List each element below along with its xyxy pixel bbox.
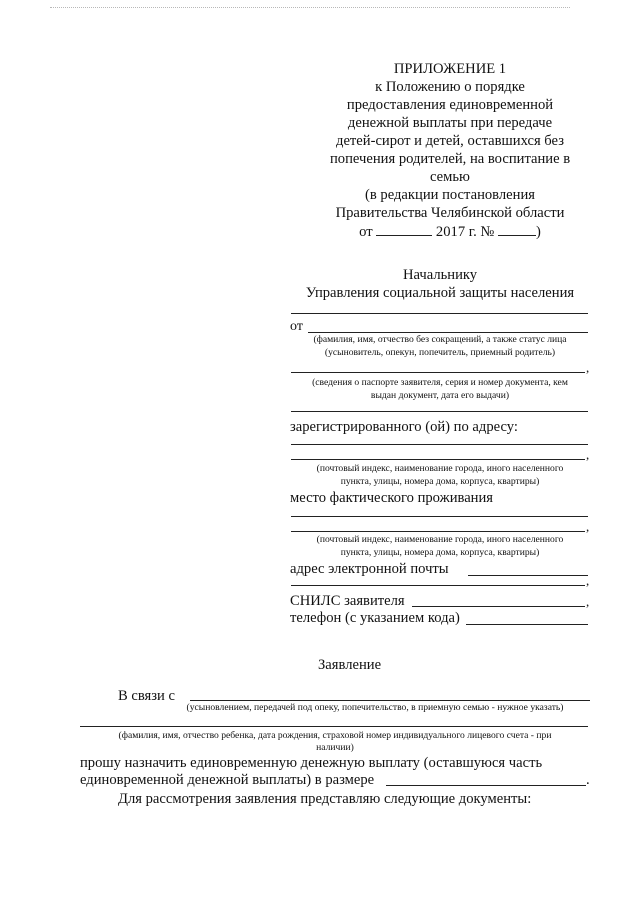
- passport-hint-2: выдан документ, дата его выдачи): [370, 390, 510, 401]
- reason-hint: (усыновлением, передачей под опеку, попечительство, в приемную семью - нужное указать): [186, 702, 564, 713]
- appendix-line: к Положению о порядке: [375, 79, 525, 95]
- appendix-title: ПРИЛОЖЕНИЕ 1: [393, 61, 507, 77]
- snils-blank-line[interactable]: [412, 606, 585, 607]
- actual-label: место фактического проживания: [290, 490, 494, 506]
- passport-blank-line[interactable]: [291, 411, 588, 412]
- registered-blank-line-2[interactable]: [291, 459, 585, 460]
- addressee-blank-line[interactable]: [291, 313, 588, 314]
- appendix-line: денежной выплаты при передаче: [347, 115, 553, 131]
- appendix-date-line: [330, 222, 570, 241]
- from-hint-1: (фамилия, имя, отчество без сокращений, а также статус лица: [313, 334, 567, 345]
- date-blank[interactable]: [376, 222, 432, 236]
- phone-blank-line[interactable]: [466, 624, 588, 625]
- request-line-1: прошу назначить единовременную денежную выплату (оставшуюся часть: [80, 755, 543, 771]
- comma: ,: [586, 447, 590, 462]
- documents-line: Для рассмотрения заявления представляю следующие документы:: [118, 791, 532, 807]
- actual-hint-1: (почтовый индекс, наименование города, иного населенного: [316, 534, 564, 545]
- child-hint-2: наличии): [316, 742, 354, 753]
- registered-blank-line-1[interactable]: [291, 444, 588, 445]
- appendix-line: попечения родителей, на воспитание в: [330, 151, 571, 167]
- addressee-line2: Управления социальной защиты населения: [305, 285, 575, 301]
- appendix-line: Правительства Челябинской области: [335, 205, 565, 221]
- email-label: адрес электронной почты: [290, 561, 449, 577]
- comma: ,: [586, 573, 590, 588]
- appendix-line: семью: [430, 169, 470, 185]
- email-blank-line[interactable]: [468, 575, 588, 576]
- appendix-block: [330, 60, 570, 241]
- address-hint-1: (почтовый индекс, наименование города, иного населенного: [316, 463, 564, 474]
- appendix-line: (в редакции постановления: [365, 187, 535, 203]
- addressee-line1: Начальнику: [402, 267, 478, 283]
- request-line-2: единовременной денежной выплаты) в размере: [80, 772, 375, 788]
- actual-blank-line-1[interactable]: [291, 516, 588, 517]
- from-hint-2: (усыновитель, опекун, попечитель, приемный родитель): [324, 347, 556, 358]
- appendix-line: предоставления единовременной: [346, 97, 554, 113]
- registered-label: зарегистрированного (ой) по адресу:: [290, 419, 518, 435]
- date-prefix: от: [359, 224, 373, 240]
- child-hint-1: (фамилия, имя, отчество ребенка, дата рождения, страховой номер индивидуального лицевого счета - при: [118, 730, 552, 741]
- comma: ,: [586, 594, 590, 609]
- address-hint-2: пункта, улицы, номера дома, корпуса, квартиры): [340, 476, 540, 487]
- actual-hint-2: пункта, улицы, номера дома, корпуса, квартиры): [340, 547, 540, 558]
- date-mid: 2017 г. №: [435, 224, 495, 240]
- amount-period: .: [586, 772, 590, 788]
- addressee-block: [290, 266, 590, 302]
- comma: ,: [586, 519, 590, 534]
- passport-hint-1: (сведения о паспорте заявителя, серия и номер документа, кем: [312, 377, 568, 388]
- phone-label: телефон (с указанием кода): [290, 610, 460, 626]
- email-blank-line-2[interactable]: [291, 585, 585, 586]
- amount-blank-line[interactable]: [386, 785, 586, 786]
- from-label: от: [290, 319, 303, 334]
- actual-blank-line-2[interactable]: [291, 531, 585, 532]
- status-blank-line[interactable]: [291, 372, 585, 373]
- scan-artifact: [50, 7, 570, 8]
- snils-label: СНИЛС заявителя: [290, 593, 405, 609]
- child-blank-line[interactable]: [80, 726, 588, 727]
- appendix-line: детей-сирот и детей, оставшихся без: [336, 133, 564, 149]
- number-blank[interactable]: [498, 222, 536, 236]
- statement-title: Заявление: [318, 657, 382, 673]
- comma: ,: [586, 360, 590, 375]
- date-suffix: ): [535, 224, 541, 240]
- in-connection-label: В связи с: [118, 688, 175, 704]
